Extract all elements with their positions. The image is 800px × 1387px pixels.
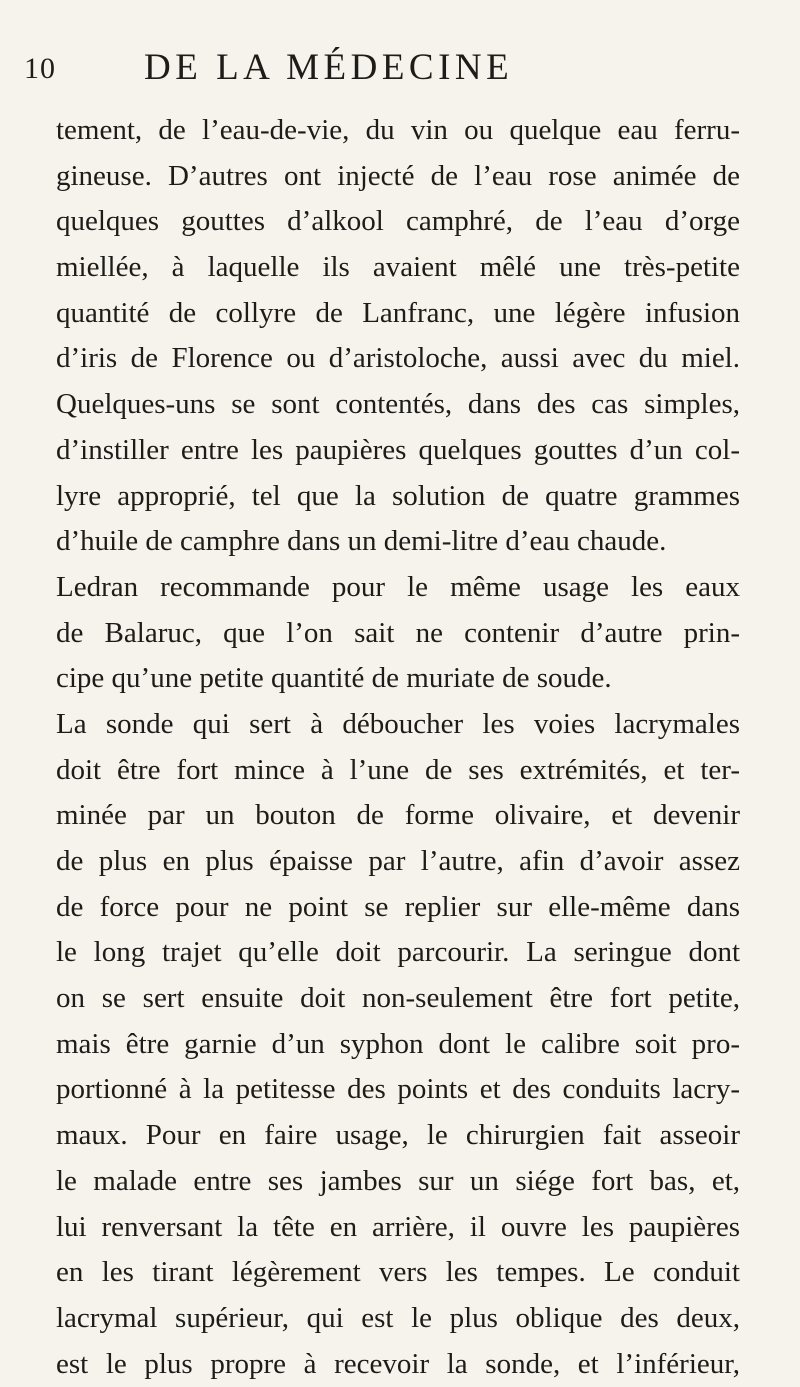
text-line: le malade entre ses jambes sur un siége fort bas, et, <box>56 1164 740 1197</box>
text-line: miellée, à laquelle ils avaient mêlé une très-petite <box>56 251 740 284</box>
text-line: mais être garnie d’un syphon dont le calibre soit pro- <box>56 1027 740 1060</box>
text-line: portionné à la petitesse des points et des conduits lacry- <box>56 1073 740 1106</box>
page-number: 10 <box>24 52 56 85</box>
text-line: lacrymal supérieur, qui est le plus oblique des deux, <box>56 1301 740 1334</box>
text-line: d’huile de camphre dans un demi-litre d’eau chaude. <box>56 525 667 558</box>
text-line: minée par un bouton de forme olivaire, et devenir <box>56 799 740 832</box>
text-line: de plus en plus épaisse par l’autre, afin d’avoir assez <box>56 845 740 877</box>
text-line: lyre approprié, tel que la solution de quatre grammes <box>56 479 740 512</box>
body-text <box>56 108 740 1387</box>
text-line: tement, de l’eau-de-vie, du vin ou quelque eau ferru- <box>56 114 740 146</box>
text-line: en les tirant légèrement vers les tempes. Le conduit <box>56 1256 740 1289</box>
text-line: cipe qu’une petite quantité de muriate de soude. <box>56 662 612 695</box>
text-line: de force pour ne point se replier sur elle-même dans <box>56 890 740 923</box>
running-title: DE LA MÉDECINE <box>144 47 514 88</box>
text-line: on se sert ensuite doit non-seulement être fort petite, <box>56 982 740 1015</box>
text-line: d’iris de Florence ou d’aristoloche, aussi avec du miel. <box>56 342 740 375</box>
text-line: quantité de collyre de Lanfranc, une légère infusion <box>56 296 740 329</box>
text-line: gineuse. D’autres ont injecté de l’eau rose animée de <box>56 159 740 192</box>
text-line: quelques gouttes d’alkool camphré, de l’eau d’orge <box>56 205 740 238</box>
running-head <box>24 46 744 96</box>
text-line: La sonde qui sert à déboucher les voies lacrymales <box>56 707 740 740</box>
text-line: Ledran recommande pour le même usage les eaux <box>56 570 740 603</box>
text-line: Quelques-uns se sont contentés, dans des cas simples, <box>56 388 740 421</box>
text-line: d’instiller entre les paupières quelques gouttes d’un col- <box>56 433 740 466</box>
text-line: lui renversant la tête en arrière, il ouvre les paupières <box>56 1210 740 1243</box>
text-line: est le plus propre à recevoir la sonde, et l’inférieur, <box>56 1347 740 1380</box>
text-line: de Balaruc, que l’on sait ne contenir d’autre prin- <box>56 616 740 649</box>
text-line: maux. Pour en faire usage, le chirurgien fait asseoir <box>56 1119 740 1152</box>
text-line: doit être fort mince à l’une de ses extrémités, et ter- <box>56 753 740 786</box>
text-line: le long trajet qu’elle doit parcourir. La seringue dont <box>56 936 740 969</box>
